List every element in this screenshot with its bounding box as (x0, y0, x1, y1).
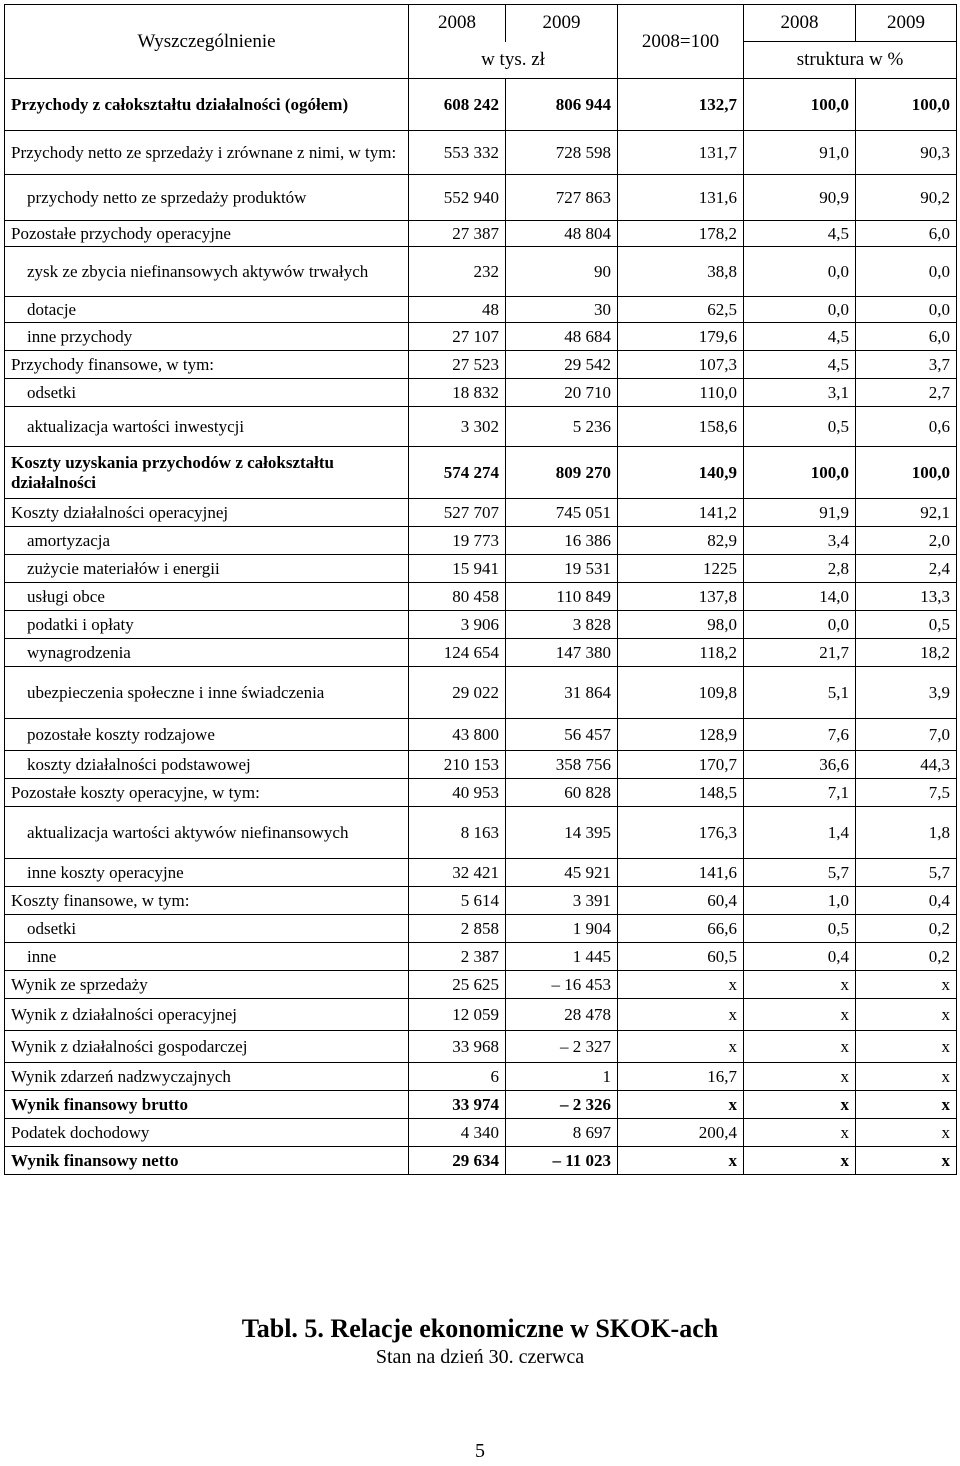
cell-v2009: 45 921 (506, 859, 618, 887)
cell-v2009: 1 445 (506, 943, 618, 971)
table-row (5, 379, 957, 407)
cell-s2009: 90,3 (856, 131, 957, 175)
cell-idx: 141,2 (618, 499, 744, 527)
table-row (5, 131, 957, 175)
cell-s2009: 7,5 (856, 779, 957, 807)
header-structure-2009: 2009 (856, 5, 957, 42)
cell-s2009: 0,4 (856, 887, 957, 915)
cell-s2009: 100,0 (856, 79, 957, 131)
cell-idx: 132,7 (618, 79, 744, 131)
cell-v2008: 232 (409, 247, 506, 297)
row-label: Pozostałe przychody operacyjne (5, 221, 409, 247)
cell-v2009: 28 478 (506, 999, 618, 1031)
header-unit: w tys. zł (409, 42, 618, 79)
cell-v2008: 574 274 (409, 447, 506, 499)
cell-v2009: 3 828 (506, 611, 618, 639)
cell-idx: 131,7 (618, 131, 744, 175)
cell-v2008: 33 974 (409, 1091, 506, 1119)
cell-v2008: 5 614 (409, 887, 506, 915)
row-label: Wynik z działalności gospodarczej (5, 1031, 409, 1063)
row-label: wynagrodzenia (5, 639, 409, 667)
cell-s2009: x (856, 1091, 957, 1119)
row-label: pozostałe koszty rodzajowe (5, 719, 409, 751)
cell-v2009: 14 395 (506, 807, 618, 859)
table-row (5, 1119, 957, 1147)
cell-s2009: x (856, 1063, 957, 1091)
cell-s2009: 0,2 (856, 915, 957, 943)
cell-s2008: 4,5 (744, 323, 856, 351)
cell-s2008: x (744, 971, 856, 999)
cell-v2009: 29 542 (506, 351, 618, 379)
header-row-1 (5, 5, 957, 42)
cell-v2009: – 11 023 (506, 1147, 618, 1175)
cell-s2008: x (744, 1031, 856, 1063)
cell-s2008: x (744, 1063, 856, 1091)
cell-v2008: 25 625 (409, 971, 506, 999)
cell-idx: 131,6 (618, 175, 744, 221)
cell-s2009: x (856, 1119, 957, 1147)
table-row (5, 407, 957, 447)
cell-s2009: 0,0 (856, 247, 957, 297)
cell-v2009: 1 (506, 1063, 618, 1091)
table-row (5, 1031, 957, 1063)
cell-idx: 178,2 (618, 221, 744, 247)
row-label: Wynik finansowy netto (5, 1147, 409, 1175)
cell-v2009: 745 051 (506, 499, 618, 527)
cell-s2009: 92,1 (856, 499, 957, 527)
row-label: aktualizacja wartości aktywów niefinansowych (5, 807, 409, 859)
row-label: Wynik finansowy brutto (5, 1091, 409, 1119)
row-label: koszty działalności podstawowej (5, 751, 409, 779)
cell-v2009: 110 849 (506, 583, 618, 611)
table-row (5, 323, 957, 351)
caption-subtitle: Stan na dzień 30. czerwca (375, 1346, 585, 1368)
row-label: amortyzacja (5, 527, 409, 555)
row-label: aktualizacja wartości inwestycji (5, 407, 409, 447)
cell-idx: 82,9 (618, 527, 744, 555)
cell-idx: 128,9 (618, 719, 744, 751)
cell-s2008: 1,0 (744, 887, 856, 915)
table-row (5, 859, 957, 887)
cell-v2008: 8 163 (409, 807, 506, 859)
cell-v2009: 147 380 (506, 639, 618, 667)
row-label: Pozostałe koszty operacyjne, w tym: (5, 779, 409, 807)
cell-idx: 98,0 (618, 611, 744, 639)
row-label: przychody netto ze sprzedaży produktów (5, 175, 409, 221)
cell-idx: 141,6 (618, 859, 744, 887)
cell-s2009: 3,9 (856, 667, 957, 719)
cell-v2009: 358 756 (506, 751, 618, 779)
cell-s2008: 90,9 (744, 175, 856, 221)
cell-v2008: 27 523 (409, 351, 506, 379)
cell-s2009: 44,3 (856, 751, 957, 779)
cell-v2009: – 2 327 (506, 1031, 618, 1063)
cell-v2009: 90 (506, 247, 618, 297)
row-label: Wynik z działalności operacyjnej (5, 999, 409, 1031)
header-structure: struktura w % (744, 42, 957, 79)
cell-idx: 170,7 (618, 751, 744, 779)
cell-idx: 118,2 (618, 639, 744, 667)
cell-v2008: 33 968 (409, 1031, 506, 1063)
row-label: Koszty finansowe, w tym: (5, 887, 409, 915)
cell-s2008: 100,0 (744, 79, 856, 131)
economic-relations-table (4, 4, 957, 1175)
table-row (5, 447, 957, 499)
cell-s2008: 3,4 (744, 527, 856, 555)
cell-v2008: 2 387 (409, 943, 506, 971)
cell-v2009: 30 (506, 297, 618, 323)
cell-idx: x (618, 971, 744, 999)
cell-idx: 107,3 (618, 351, 744, 379)
table-row (5, 719, 957, 751)
row-label: zysk ze zbycia niefinansowych aktywów trwałych (5, 247, 409, 297)
cell-v2008: 3 906 (409, 611, 506, 639)
cell-v2009: 48 684 (506, 323, 618, 351)
cell-v2008: 43 800 (409, 719, 506, 751)
cell-s2009: x (856, 1147, 957, 1175)
cell-v2009: 8 697 (506, 1119, 618, 1147)
table-caption (0, 1314, 960, 1369)
cell-s2008: 7,6 (744, 719, 856, 751)
table-row (5, 297, 957, 323)
cell-v2008: 552 940 (409, 175, 506, 221)
cell-s2009: 90,2 (856, 175, 957, 221)
row-label: Wynik ze sprzedaży (5, 971, 409, 999)
cell-v2008: 19 773 (409, 527, 506, 555)
table-row (5, 807, 957, 859)
table-row (5, 527, 957, 555)
header-description: Wyszczególnienie (5, 5, 409, 79)
header-structure-2008: 2008 (744, 5, 856, 42)
cell-s2008: x (744, 1091, 856, 1119)
cell-v2009: 31 864 (506, 667, 618, 719)
table-row (5, 221, 957, 247)
table-row (5, 999, 957, 1031)
cell-idx: 1225 (618, 555, 744, 583)
cell-s2008: 100,0 (744, 447, 856, 499)
cell-v2009: 809 270 (506, 447, 618, 499)
row-label: Przychody z całokształtu działalności (ogółem) (5, 79, 409, 131)
header-index: 2008=100 (618, 5, 744, 79)
cell-idx: 60,4 (618, 887, 744, 915)
table-row (5, 555, 957, 583)
cell-idx: 140,9 (618, 447, 744, 499)
cell-s2009: x (856, 999, 957, 1031)
table-row (5, 779, 957, 807)
cell-v2008: 18 832 (409, 379, 506, 407)
row-label: inne (5, 943, 409, 971)
cell-s2009: 2,7 (856, 379, 957, 407)
cell-s2008: 5,7 (744, 859, 856, 887)
cell-v2009: 60 828 (506, 779, 618, 807)
cell-s2009: 2,4 (856, 555, 957, 583)
cell-s2009: x (856, 971, 957, 999)
table-row (5, 943, 957, 971)
cell-v2008: 29 634 (409, 1147, 506, 1175)
cell-idx: 179,6 (618, 323, 744, 351)
cell-v2009: 728 598 (506, 131, 618, 175)
cell-s2008: 91,9 (744, 499, 856, 527)
row-label: ubezpieczenia społeczne i inne świadczenia (5, 667, 409, 719)
cell-s2008: 4,5 (744, 351, 856, 379)
cell-s2009: 0,2 (856, 943, 957, 971)
cell-s2008: 21,7 (744, 639, 856, 667)
cell-s2008: 0,5 (744, 915, 856, 943)
cell-v2009: – 16 453 (506, 971, 618, 999)
cell-idx: x (618, 1031, 744, 1063)
cell-s2008: 1,4 (744, 807, 856, 859)
cell-s2008: 3,1 (744, 379, 856, 407)
table-row (5, 915, 957, 943)
table-row (5, 499, 957, 527)
cell-idx: 200,4 (618, 1119, 744, 1147)
header-year-2008: 2008 (409, 5, 506, 42)
cell-s2008: 0,4 (744, 943, 856, 971)
table-row (5, 971, 957, 999)
cell-idx: 109,8 (618, 667, 744, 719)
cell-s2008: 0,5 (744, 407, 856, 447)
cell-v2009: 16 386 (506, 527, 618, 555)
cell-v2008: 80 458 (409, 583, 506, 611)
cell-idx: x (618, 999, 744, 1031)
table-row (5, 639, 957, 667)
cell-s2008: 0,0 (744, 247, 856, 297)
cell-v2009: 48 804 (506, 221, 618, 247)
table-row (5, 611, 957, 639)
cell-s2008: 4,5 (744, 221, 856, 247)
cell-v2009: – 2 326 (506, 1091, 618, 1119)
cell-s2008: x (744, 1147, 856, 1175)
page-number: 5 (475, 1440, 485, 1462)
cell-idx: 66,6 (618, 915, 744, 943)
cell-v2008: 40 953 (409, 779, 506, 807)
cell-v2008: 12 059 (409, 999, 506, 1031)
table-row (5, 583, 957, 611)
cell-v2008: 553 332 (409, 131, 506, 175)
cell-idx: x (618, 1091, 744, 1119)
row-label: Przychody finansowe, w tym: (5, 351, 409, 379)
cell-s2008: x (744, 1119, 856, 1147)
cell-v2009: 20 710 (506, 379, 618, 407)
cell-s2009: 0,6 (856, 407, 957, 447)
row-label: podatki i opłaty (5, 611, 409, 639)
cell-v2008: 32 421 (409, 859, 506, 887)
cell-s2008: 14,0 (744, 583, 856, 611)
cell-v2008: 210 153 (409, 751, 506, 779)
row-label: Koszty działalności operacyjnej (5, 499, 409, 527)
cell-s2008: 5,1 (744, 667, 856, 719)
cell-s2009: x (856, 1031, 957, 1063)
cell-s2008: 91,0 (744, 131, 856, 175)
row-label: Wynik zdarzeń nadzwyczajnych (5, 1063, 409, 1091)
cell-v2009: 727 863 (506, 175, 618, 221)
cell-idx: 176,3 (618, 807, 744, 859)
cell-v2008: 48 (409, 297, 506, 323)
cell-s2009: 6,0 (856, 221, 957, 247)
row-label: odsetki (5, 379, 409, 407)
cell-v2009: 5 236 (506, 407, 618, 447)
cell-idx: 38,8 (618, 247, 744, 297)
cell-idx: 16,7 (618, 1063, 744, 1091)
row-label: odsetki (5, 915, 409, 943)
cell-idx: 60,5 (618, 943, 744, 971)
cell-s2009: 5,7 (856, 859, 957, 887)
table-row (5, 887, 957, 915)
table-row (5, 667, 957, 719)
header-year-2009: 2009 (506, 5, 618, 42)
cell-v2009: 1 904 (506, 915, 618, 943)
cell-idx: 62,5 (618, 297, 744, 323)
row-label: Koszty uzyskania przychodów z całokształtu działalności (5, 447, 409, 499)
cell-s2009: 6,0 (856, 323, 957, 351)
cell-s2009: 0,5 (856, 611, 957, 639)
row-label: zużycie materiałów i energii (5, 555, 409, 583)
caption-title: Tabl. 5. Relacje ekonomiczne w SKOK-ach (241, 1314, 719, 1343)
cell-s2008: 0,0 (744, 297, 856, 323)
cell-s2009: 100,0 (856, 447, 957, 499)
row-label: inne przychody (5, 323, 409, 351)
cell-v2009: 56 457 (506, 719, 618, 751)
table-row (5, 1091, 957, 1119)
table-row (5, 1147, 957, 1175)
cell-s2008: 0,0 (744, 611, 856, 639)
cell-v2009: 19 531 (506, 555, 618, 583)
cell-s2009: 18,2 (856, 639, 957, 667)
table-row (5, 175, 957, 221)
cell-idx: 137,8 (618, 583, 744, 611)
cell-s2009: 13,3 (856, 583, 957, 611)
row-label: usługi obce (5, 583, 409, 611)
cell-v2008: 3 302 (409, 407, 506, 447)
cell-s2008: 36,6 (744, 751, 856, 779)
cell-s2009: 3,7 (856, 351, 957, 379)
cell-v2008: 27 387 (409, 221, 506, 247)
cell-v2008: 29 022 (409, 667, 506, 719)
table-row (5, 247, 957, 297)
row-label: dotacje (5, 297, 409, 323)
cell-v2008: 27 107 (409, 323, 506, 351)
cell-s2009: 1,8 (856, 807, 957, 859)
cell-idx: x (618, 1147, 744, 1175)
cell-v2009: 3 391 (506, 887, 618, 915)
row-label: Podatek dochodowy (5, 1119, 409, 1147)
row-label: inne koszty operacyjne (5, 859, 409, 887)
table-row (5, 751, 957, 779)
cell-s2008: 7,1 (744, 779, 856, 807)
cell-v2008: 608 242 (409, 79, 506, 131)
cell-s2009: 2,0 (856, 527, 957, 555)
cell-s2008: 2,8 (744, 555, 856, 583)
cell-v2008: 2 858 (409, 915, 506, 943)
cell-idx: 158,6 (618, 407, 744, 447)
cell-v2008: 15 941 (409, 555, 506, 583)
cell-s2009: 7,0 (856, 719, 957, 751)
cell-idx: 110,0 (618, 379, 744, 407)
cell-idx: 148,5 (618, 779, 744, 807)
table-row (5, 351, 957, 379)
cell-v2009: 806 944 (506, 79, 618, 131)
cell-s2008: x (744, 999, 856, 1031)
cell-v2008: 527 707 (409, 499, 506, 527)
table-row (5, 1063, 957, 1091)
table-row (5, 79, 957, 131)
cell-v2008: 4 340 (409, 1119, 506, 1147)
cell-v2008: 124 654 (409, 639, 506, 667)
row-label: Przychody netto ze sprzedaży i zrównane z nimi, w tym: (5, 131, 409, 175)
cell-v2008: 6 (409, 1063, 506, 1091)
cell-s2009: 0,0 (856, 297, 957, 323)
